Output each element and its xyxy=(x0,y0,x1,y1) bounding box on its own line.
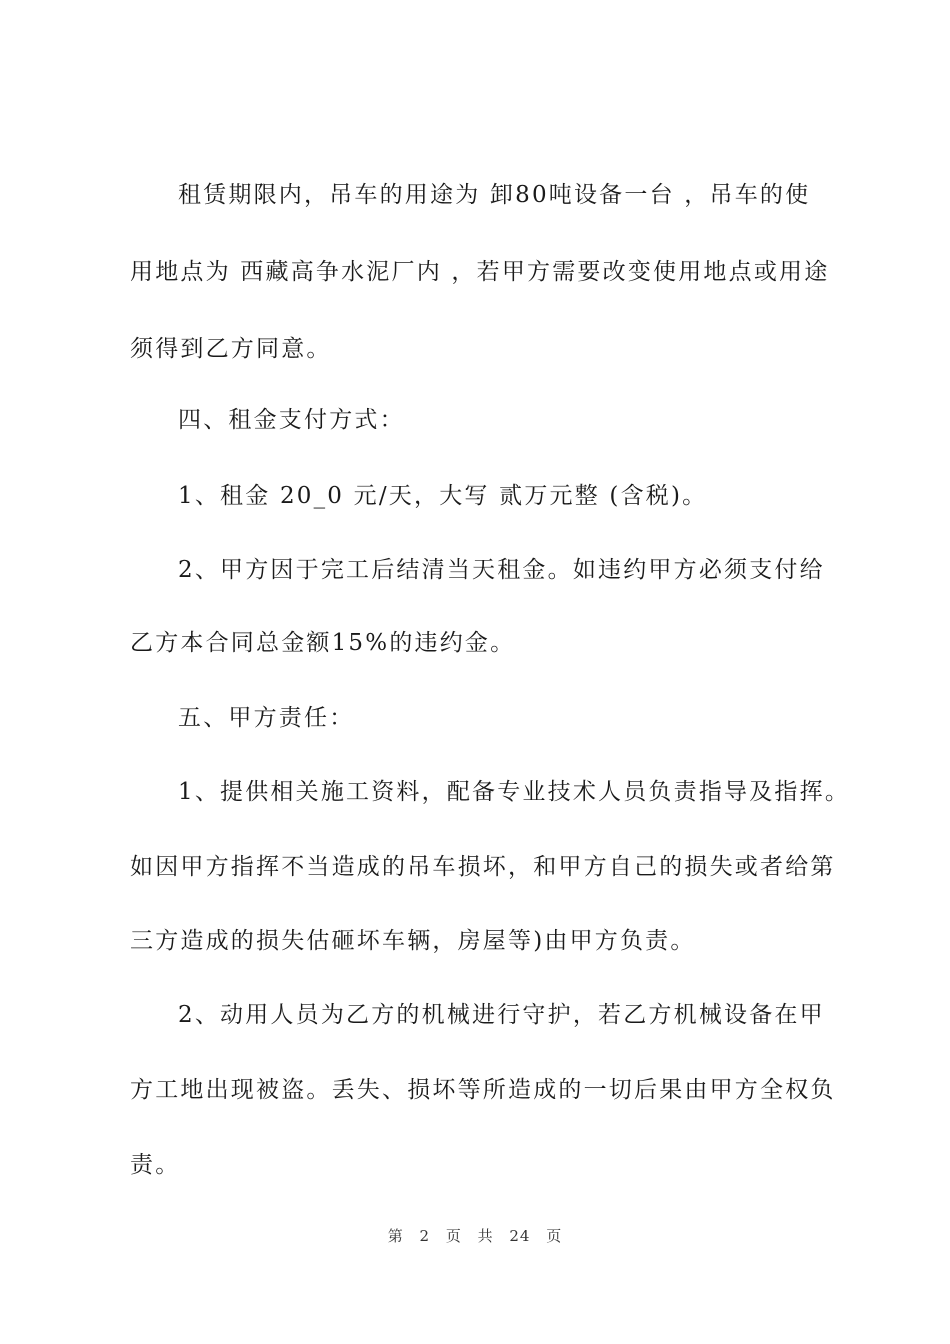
text-line: 2、动用人员为乙方的机械进行守护，若乙方机械设备在甲 xyxy=(178,1002,825,1028)
text-line: 2、甲方因于完工后结清当天租金。如违约甲方必须支付给 xyxy=(178,557,825,583)
section-heading: 五、甲方责任： xyxy=(178,705,355,731)
page-number-footer: 第 2 页 共 24 页 xyxy=(387,1227,563,1245)
text-line: 1、提供相关施工资料，配备专业技术人员负责指导及指挥。 xyxy=(178,779,851,805)
text-line: 责。 xyxy=(130,1152,181,1178)
text-line: 如因甲方指挥不当造成的吊车损坏，和甲方自己的损失或者给第 xyxy=(130,854,836,880)
text-line: 三方造成的损失估砸坏车辆，房屋等)由甲方负责。 xyxy=(130,928,696,954)
text-line: 乙方本合同总金额15%的违约金。 xyxy=(130,630,516,656)
section-heading: 四、租金支付方式： xyxy=(178,407,405,433)
text-line: 租赁期限内，吊车的用途为 卸80吨设备一台 ，吊车的使 xyxy=(178,182,811,208)
text-line: 方工地出现被盗。丢失、损坏等所造成的一切后果由甲方全权负 xyxy=(130,1077,836,1103)
text-line: 用地点为 西藏高争水泥厂内 ，若甲方需要改变使用地点或用途 xyxy=(130,259,830,285)
text-line: 须得到乙方同意。 xyxy=(130,336,332,362)
text-line: 1、租金 20_0 元/天，大写 贰万元整 (含税)。 xyxy=(178,483,708,509)
